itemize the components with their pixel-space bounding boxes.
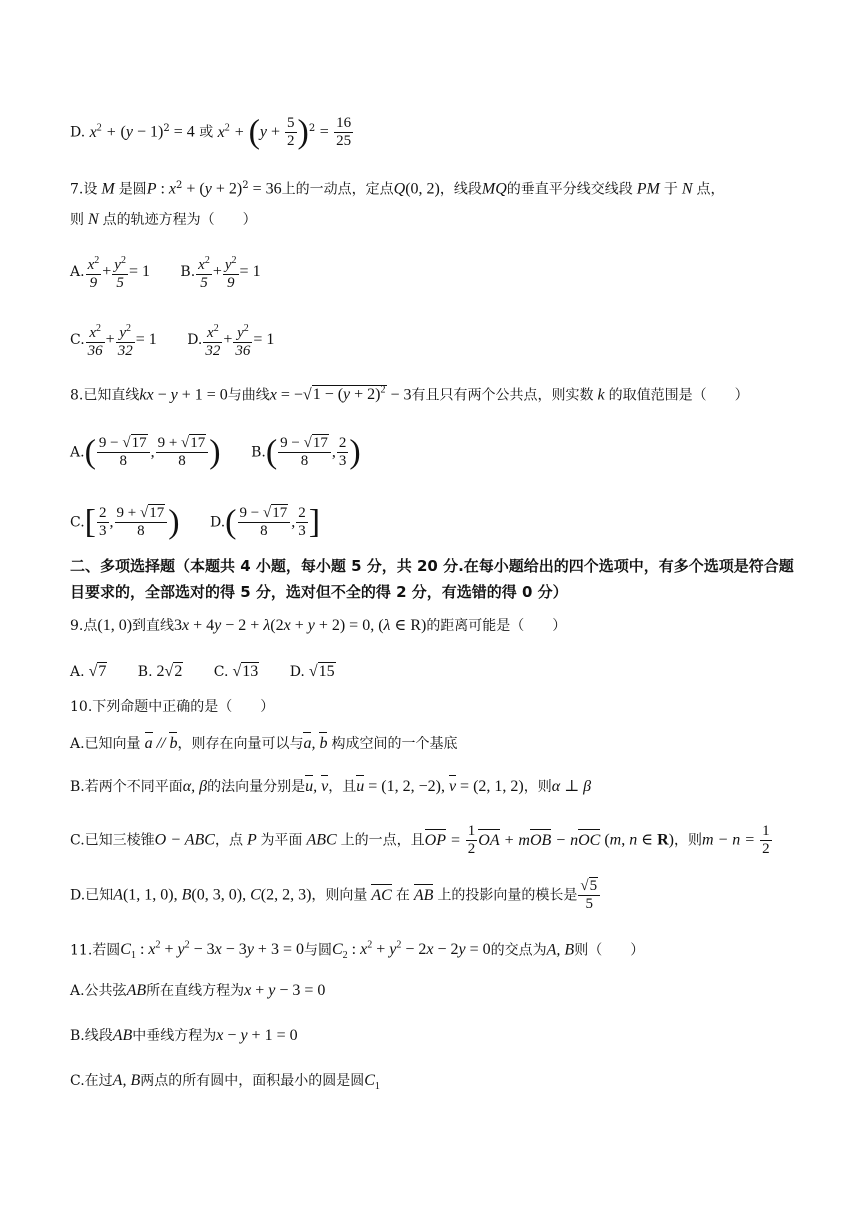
q8-options-cd — [70, 505, 346, 540]
q7-stem-line2: 则 N 点的轨迹方程为（ ） — [70, 211, 257, 228]
q7-option-a: A. $\frac{x^2}{9}$ + $\frac{y^2}{5}$ = 1 — [70, 252, 150, 292]
q9-option-b: B. 2√2 — [137, 663, 183, 680]
q8-option-a: A.( $\frac{9 - √17}{8}$ , $\frac{9 + √17}{8}$ ) — [70, 433, 221, 471]
q8-option-d: D.( $\frac{9 - √17}{8}$ , $\frac{2}{3}$ ] — [209, 503, 321, 541]
q8-option-c: C.[ $\frac{2}{3}$ , $\frac{9 + √17}{8}$ ) — [70, 503, 180, 541]
q10-option-a: A.已知向量 a // b，则存在向量可以与a, b 构成空间的一个基底 — [70, 735, 458, 752]
q11-option-b: B.线段AB中垂线方程为x − y + 1 = 0 — [70, 1027, 298, 1044]
q11-stem: 11.若圆$C_1$ : $x^2 + y^2 - 3x - 3y + 3 = 0$与圆$C_2$ : $x^2 + y^2 - 2x - 2y = 0$的交点为A, B则（ ） — [70, 940, 645, 962]
section-heading: 二、多项选择题（本题共 4 小题，每小题 5 分，共 20 分.在每小题给出的四个选项中，有多个选项是符合题目要求的，全部选对的得 5 分，选对但不全的得 2 分，有选错的得 0 分） — [70, 557, 794, 601]
q7-options-ab — [70, 252, 287, 292]
q8-option-b: B.( $\frac{9 - √17}{8}$ , $\frac{2}{3}$ ) — [251, 433, 361, 471]
q10-option-d: D.已知A(1, 1, 0), B(0, 3, 0), C(2, 2, 3)，则向量 AC 在 AB 上的投影向量的模长是 $\frac{√5}{5}$ — [70, 878, 601, 913]
q7-stem: 7.设 M 是圆P : $x^2 + (y + 2)^2 = 36$上的一动点，定点Q(0, 2)，线段MQ的垂直平分线交线段 PM 于 N 点， — [70, 180, 725, 198]
q11-option-c: C.在过A, B两点的所有圆中，面积最小的圆是圆$C_1$ — [70, 1072, 380, 1093]
q7-option-d: D. $\frac{x^2}{32}$ + $\frac{y^2}{36}$ = 1 — [187, 320, 274, 360]
q9-stem: 9.点(1, 0)到直线3x + 4y − 2 + λ(2x + y + 2) = 0, (λ ∈ R)的距离可能是（ ） — [70, 617, 567, 634]
q10-option-b: B.若两个不同平面α, β的法向量分别是u, v，且u = (1, 2, −2), v = (2, 1, 2)，则α ⊥ β — [70, 778, 592, 795]
q9-option-d: D. √15 — [289, 663, 335, 680]
q10-option-c: C.已知三棱锥O − ABC，点 P 为平面 ABC 上的一点，且OP = $\frac{1}{2}$ OA + mOB − nOC (m, n ∈ R)，则m − n = $\frac{1}{2}$ — [70, 823, 770, 857]
q9-option-a: A. √7 — [70, 663, 107, 680]
q9-option-c: C. √13 — [213, 663, 259, 680]
q8-stem: 8.已知直线kx − y + 1 = 0与曲线$x = -√1 - (y + 2)^2 - 3$有且只有两个公共点，则实数 k 的取值范围是（ ） — [70, 385, 749, 404]
q10-stem: 10.下列命题中正确的是（ ） — [70, 699, 275, 715]
q6-option-d: D. $x^2 + (y - 1)^2 = 4$ 或 $x^2 + (y$ + $\frac{5}{2}$ )$^2$ = $\frac{16}{25}$ — [70, 113, 352, 151]
q7-option-c: C. $\frac{x^2}{36}$ + $\frac{y^2}{32}$ = 1 — [70, 320, 157, 360]
q7-option-b: B. $\frac{x^2}{5}$ + $\frac{y^2}{9}$ = 1 — [180, 252, 260, 292]
q7-options-cd — [70, 320, 300, 360]
q11-option-a: A.公共弦AB所在直线方程为x + y − 3 = 0 — [70, 982, 326, 999]
q9-options — [70, 662, 362, 682]
q8-options-ab — [70, 435, 387, 470]
